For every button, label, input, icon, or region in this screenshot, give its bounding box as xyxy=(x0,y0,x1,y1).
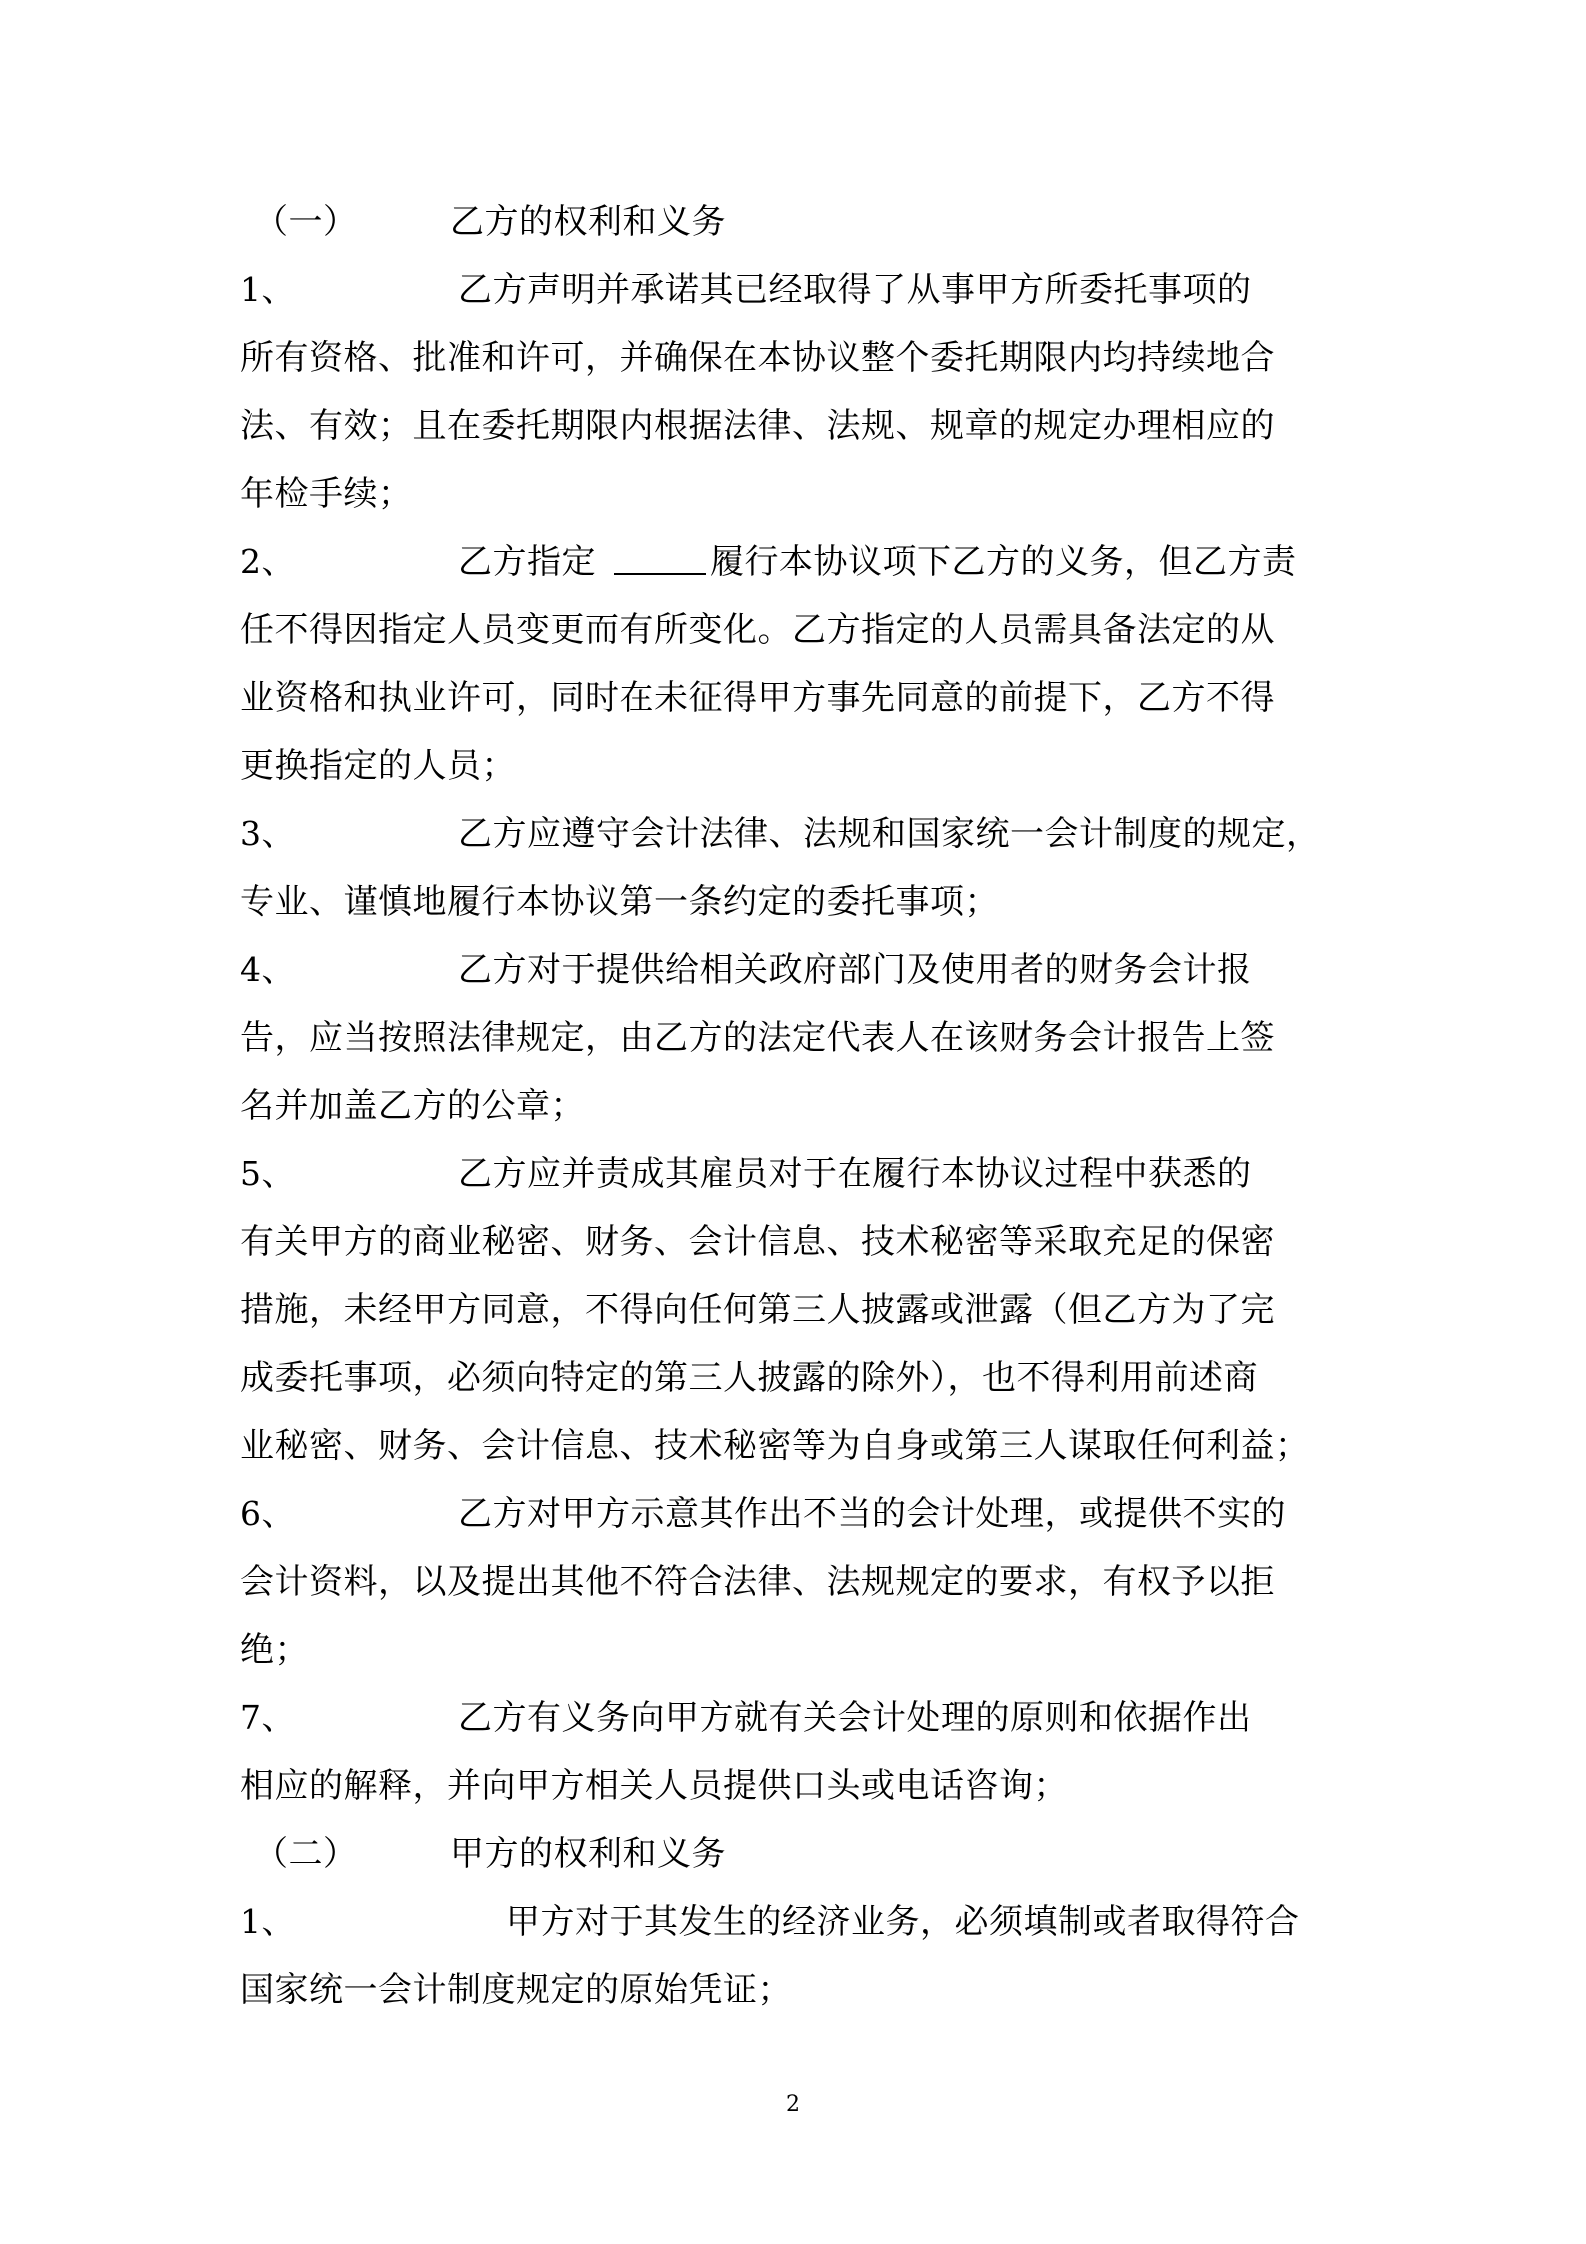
text-line: 措施，未经甲方同意，不得向任何第三人披露或泄露（但乙方为了完 xyxy=(240,1290,1275,1330)
section-label: （一） xyxy=(254,202,358,242)
text-line: 有关甲方的商业秘密、财务、会计信息、技术秘密等采取充足的保密 xyxy=(240,1222,1275,1262)
clause-line xyxy=(240,1694,1252,1742)
text-line: 业资格和执业许可，同时在未征得甲方事先同意的前提下，乙方不得 xyxy=(240,678,1275,718)
clause-number: 1、 xyxy=(240,270,295,309)
clause-number: 4、 xyxy=(240,950,295,989)
section-heading-1 xyxy=(240,198,726,246)
clause-text: 甲方对于其发生的经济业务，必须填制或者取得符合 xyxy=(506,1902,1300,1942)
section-heading-2 xyxy=(240,1830,726,1878)
clause-text: 乙方声明并承诺其已经取得了从事甲方所委托事项的 xyxy=(458,270,1252,310)
text-line: 更换指定的人员； xyxy=(240,746,516,786)
clause-number: 7、 xyxy=(240,1698,295,1737)
text-line: 成委托事项，必须向特定的第三人披露的除外），也不得利用前述商 xyxy=(240,1358,1258,1398)
section-title: 乙方的权利和义务 xyxy=(450,202,726,242)
clause-line xyxy=(240,538,1297,586)
clause-line xyxy=(240,810,1321,858)
clause-line xyxy=(240,946,1252,994)
text-line: 绝； xyxy=(240,1630,309,1670)
section-title: 甲方的权利和义务 xyxy=(450,1834,726,1874)
text-line: 专业、谨慎地履行本协议第一条约定的委托事项； xyxy=(240,882,999,922)
text-line: 名并加盖乙方的公章； xyxy=(240,1086,585,1126)
text-line: 相应的解释，并向甲方相关人员提供口头或电话咨询； xyxy=(240,1766,1068,1806)
clause-text-before-blank: 乙方指定 xyxy=(458,542,596,582)
clause-line xyxy=(240,1490,1286,1538)
clause-number: 2、 xyxy=(240,542,295,581)
clause-number: 5、 xyxy=(240,1154,295,1193)
text-line: 业秘密、财务、会计信息、技术秘密等为自身或第三人谋取任何利益； xyxy=(240,1426,1310,1466)
clause-text-after-blank: 履行本协议项下乙方的义务，但乙方责 xyxy=(710,542,1297,582)
text-line: 年检手续； xyxy=(240,474,413,514)
page-number: 2 xyxy=(786,2092,800,2117)
clause-text: 乙方有义务向甲方就有关会计处理的原则和依据作出 xyxy=(458,1698,1252,1738)
clause-text: 乙方应遵守会计法律、法规和国家统一会计制度的规定， xyxy=(458,814,1321,854)
clause-number: 6、 xyxy=(240,1494,295,1533)
text-line: 所有资格、批准和许可，并确保在本协议整个委托期限内均持续地合 xyxy=(240,338,1275,378)
text-line: 国家统一会计制度规定的原始凭证； xyxy=(240,1970,792,2010)
text-line: 任不得因指定人员变更而有所变化。乙方指定的人员需具备法定的从 xyxy=(240,610,1275,650)
clause-text: 乙方对甲方示意其作出不当的会计处理，或提供不实的 xyxy=(458,1494,1286,1534)
section-label: （二） xyxy=(254,1834,358,1874)
text-line: 会计资料，以及提出其他不符合法律、法规规定的要求，有权予以拒 xyxy=(240,1562,1275,1602)
text-line: 告，应当按照法律规定，由乙方的法定代表人在该财务会计报告上签 xyxy=(240,1018,1275,1058)
clause-line xyxy=(240,1898,1300,1946)
text-line: 法、有效；且在委托期限内根据法律、法规、规章的规定办理相应的 xyxy=(240,406,1275,446)
clause-number: 1、 xyxy=(240,1902,295,1941)
clause-number: 3、 xyxy=(240,814,295,853)
clause-line xyxy=(240,266,1252,314)
clause-text: 乙方应并责成其雇员对于在履行本协议过程中获悉的 xyxy=(458,1154,1252,1194)
clause-text: 乙方对于提供给相关政府部门及使用者的财务会计报 xyxy=(458,950,1252,990)
fill-in-blank xyxy=(614,543,706,575)
clause-line xyxy=(240,1150,1252,1198)
